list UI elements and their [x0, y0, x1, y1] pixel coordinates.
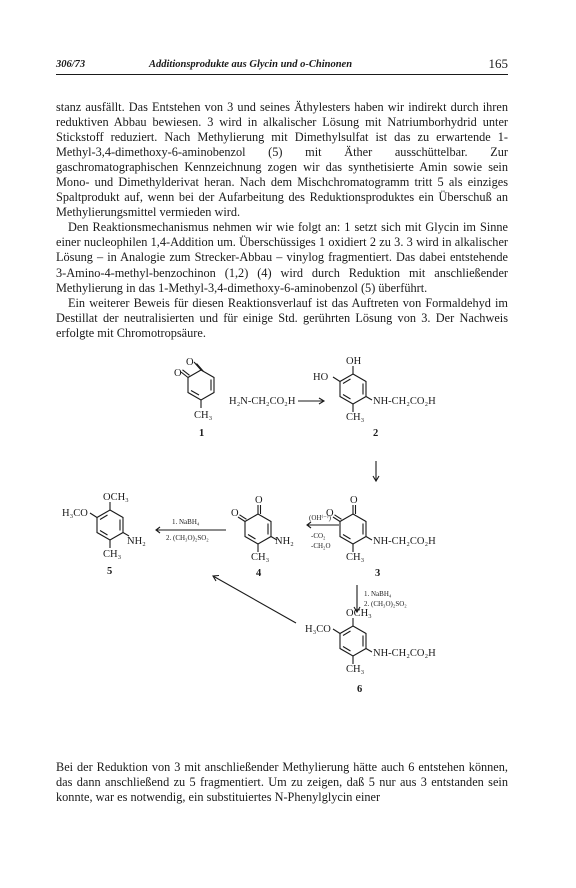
- c3-glycyl-label: NH-CH₂CO₂H: [373, 536, 436, 547]
- c6-methyl-label: CH₃: [346, 664, 365, 675]
- c6-methoxy2-label: H₃CO: [305, 624, 331, 635]
- c1-oxo2-label: O: [174, 368, 182, 379]
- compound-5-ring: [90, 502, 129, 548]
- running-title: Additionsprodukte aus Glycin und o-Chinonen: [149, 59, 353, 70]
- text-block-bottom: [56, 760, 508, 805]
- cond-3-4-minus-ch2o: -CH₂O: [311, 542, 331, 550]
- c1-oxo-label: O: [186, 357, 194, 368]
- c4-oxo-label: O: [255, 495, 263, 506]
- paragraph-4: Bei der Reduktion von 3 mit anschließender Methylierung hätte auch 6 entstehen können, das dann anschließend zu 5 fragmentiert. Um zu zeigen, daß 5 nur aus 3 entstanden sein konnte, war es notwendig, ein substituiertes N-Phenylglycin einer: [56, 760, 508, 805]
- article-code: 306/73: [56, 59, 86, 70]
- compound-3-ring: [333, 505, 372, 552]
- compound-5-number: 5: [107, 566, 113, 577]
- arrow-6-to-5: [213, 576, 296, 624]
- glycine-reagent-label: H₂N-CH₂CO₂H: [229, 396, 296, 407]
- c3-methyl-label: CH₃: [346, 552, 365, 563]
- compound-3-number: 3: [375, 568, 381, 579]
- c5-methoxy2-label: H₃CO: [62, 508, 88, 519]
- c2-glycyl-label: NH-CH₂CO₂H: [373, 396, 436, 407]
- c2-hydroxy-label: OH: [346, 356, 362, 367]
- compound-1-number: 1: [199, 428, 205, 439]
- compound-1-ring: [181, 362, 214, 408]
- compound-2-ring: [333, 366, 372, 412]
- c1-methyl-label: CH₃: [194, 410, 213, 421]
- compound-2-number: 2: [373, 428, 379, 439]
- cond-4-5-step2: 2. (CH₃O)₂SO₂: [166, 534, 209, 542]
- arrow-2-to-3: [373, 461, 379, 481]
- arrow-4-to-5: [156, 527, 226, 533]
- c5-amino-label: NH₂: [127, 536, 146, 547]
- cond-3-6-step1: 1. NaBH₄: [364, 590, 392, 598]
- compound-6-ring: [333, 618, 372, 664]
- c6-glycyl-label: NH-CH₂CO₂H: [373, 648, 436, 659]
- page-number: 165: [488, 56, 508, 71]
- arrow-1-to-2: [298, 398, 324, 404]
- c5-methoxy-label: OCH₃: [103, 492, 129, 503]
- paragraph-1: stanz ausfällt. Das Entstehen von 3 und seines Äthylesters haben wir indirekt durch ihren reduktiven Abbau bewiesen. 3 wird in alkalischer Lösung mit Natriumborhydrid unter Stickstoff reduziert. Nach Methylierung mit Dimethylsulfat ist das zu erwartende 1-Methyl-3,4-dimethoxy-6-aminobenzol (5) mit Äther ausschüttelbar. Zur gaschromatographischen Kennzeichnung zogen wir das synthetisierte Amin sowie sein Mono- und Dimethylderivat heran. Nach dem Mischchromatogramm tritt 5 als einziges Spaltprodukt auf, wenn bei der Aufarbeitung des Reduktionsproduktes ein Überschuß an Methylierungsmittel vermieden wird.: [56, 100, 508, 220]
- c3-oxo-label: O: [350, 495, 358, 506]
- arrow-3-to-4: [307, 522, 339, 528]
- c4-methyl-label: CH₃: [251, 552, 270, 563]
- c2-hydroxy2-label: HO: [313, 372, 329, 383]
- c6-methoxy-label: OCH₃: [346, 608, 372, 619]
- c2-methyl-label: CH₃: [346, 412, 365, 423]
- compound-4-ring: [238, 505, 277, 552]
- cond-3-4-minus-co2: -CO₂: [311, 532, 326, 540]
- compound-4-number: 4: [256, 568, 262, 579]
- c5-methyl-label: CH₃: [103, 549, 122, 560]
- compound-6-number: 6: [357, 684, 363, 695]
- paragraph-2: Den Reaktionsmechanismus nehmen wir wie folgt an: 1 setzt sich mit Glycin im Sinne einer nucleophilen 1,4-Addition um. Überschüssiges 1 oxidiert 2 zu 3. 3 wird in alkalischer Lösung – in Analogie zum Strecker-Abbau – vinylog fragmentiert. Das dabei entstehende 3-Amino-4-methyl-benzochinon (1,2) (4) wird durch Reduktion mit anschließender Methylierung in das 1-Methyl-3,4-dimethoxy-6-aminobenzol (5) überführt.: [56, 220, 508, 295]
- paragraph-3: Ein weiterer Beweis für diesen Reaktionsverlauf ist das Auftreten von Formaldehyd im Destillat der neutralisierten und für einige Std. gerührten Lösung von 3. Der Nachweis erfolgte mit Chromotropsäure.: [56, 295, 508, 340]
- c4-oxo2-label: O: [231, 508, 239, 519]
- cond-3-6-step2: 2. (CH₃O)₂SO₂: [364, 600, 407, 608]
- cond-4-5-step1: 1. NaBH₄: [172, 518, 200, 526]
- c3-oxo2-label: O: [326, 508, 334, 519]
- cond-3-4-base: (OH⁽⁻⁾): [309, 514, 331, 522]
- c4-amino-label: NH₂: [275, 536, 294, 547]
